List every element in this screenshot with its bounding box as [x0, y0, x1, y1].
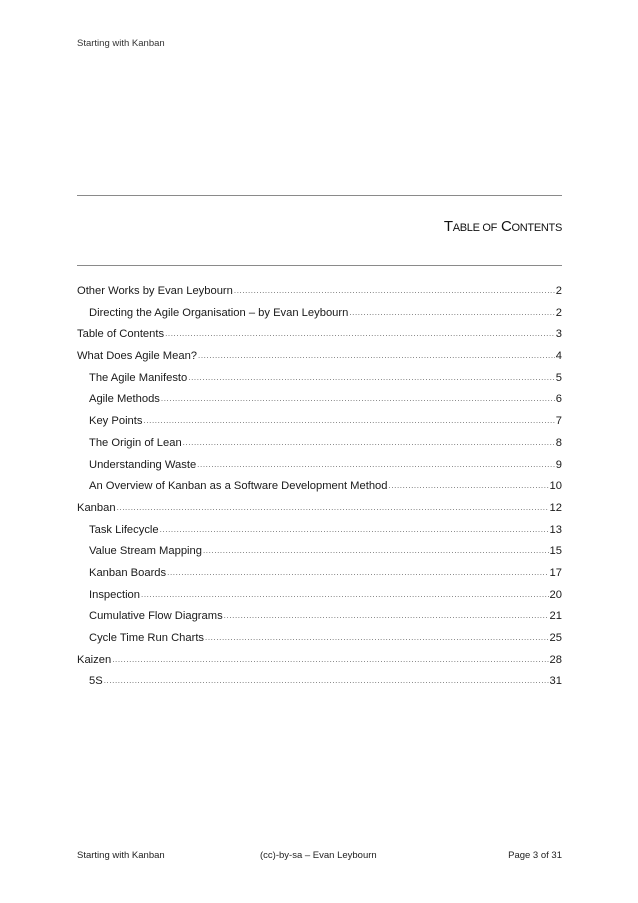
toc-dot-leader [161, 394, 555, 403]
toc-dot-leader [112, 655, 548, 664]
toc-entry-page-number[interactable]: 21 [549, 610, 562, 623]
toc-dot-leader [224, 611, 549, 620]
toc-dot-leader [165, 329, 555, 338]
toc-dot-leader [160, 525, 549, 534]
toc-entry-label[interactable]: Agile Methods [89, 393, 160, 406]
toc-entry[interactable] [77, 610, 562, 632]
toc-dot-leader [141, 590, 549, 599]
toc-entry-label[interactable]: Directing the Agile Organisation – by Evan Leybourn [89, 306, 349, 319]
toc-entry[interactable] [77, 350, 562, 372]
toc-entry-page-number[interactable]: 7 [555, 415, 562, 428]
toc-dot-leader [234, 286, 555, 295]
toc-entry[interactable] [77, 285, 562, 307]
toc-entry[interactable] [77, 372, 562, 394]
toc-entry[interactable] [77, 675, 562, 697]
toc-dot-leader [198, 351, 555, 360]
toc-entry-label[interactable]: Task Lifecycle [89, 523, 159, 536]
footer-page-number: Page 3 of 31 [508, 850, 562, 861]
toc-entry-page-number[interactable]: 17 [549, 566, 562, 579]
toc-entry-page-number[interactable]: 9 [555, 458, 562, 471]
toc-dot-leader [143, 416, 554, 425]
toc-entry[interactable] [77, 589, 562, 611]
toc-entry-page-number[interactable]: 3 [555, 328, 562, 341]
toc-dot-leader [197, 460, 555, 469]
toc-entry[interactable] [77, 328, 562, 350]
toc-entry-label[interactable]: Value Stream Mapping [89, 545, 202, 558]
toc-entry[interactable] [77, 524, 562, 546]
toc-entry-label[interactable]: Kanban [77, 501, 116, 514]
toc-entry-label[interactable]: What Does Agile Mean? [77, 350, 198, 363]
title-initial-cap: C [500, 218, 512, 235]
title-rule-bottom [77, 265, 562, 266]
toc-dot-leader [183, 438, 555, 447]
toc-entry-page-number[interactable]: 4 [555, 350, 562, 363]
toc-entry-label[interactable]: 5S [89, 675, 103, 688]
toc-entry[interactable] [77, 502, 562, 524]
footer-license: (cc)-by-sa – Evan Leybourn [260, 850, 377, 861]
toc-entry-page-number[interactable]: 15 [549, 545, 562, 558]
toc-dot-leader [104, 676, 549, 685]
toc-entry[interactable] [77, 545, 562, 567]
toc-entry-page-number[interactable]: 13 [549, 523, 562, 536]
toc-dot-leader [205, 633, 549, 642]
toc-entry-label[interactable]: Cycle Time Run Charts [89, 632, 205, 644]
toc-entry-label[interactable]: The Agile Manifesto [89, 371, 188, 384]
toc-entry-page-number[interactable]: 2 [555, 285, 562, 297]
toc-entry-page-number[interactable]: 12 [549, 501, 562, 514]
toc-dot-leader [167, 568, 548, 577]
toc-entry-label[interactable]: Cumulative Flow Diagrams [89, 610, 223, 623]
toc-dot-leader [389, 481, 549, 490]
toc-entry-page-number[interactable]: 5 [555, 371, 562, 384]
toc-entry-label[interactable]: Table of Contents [77, 328, 165, 341]
toc-entry[interactable] [77, 459, 562, 481]
toc-entry-page-number[interactable]: 8 [555, 436, 562, 449]
toc-entry-label[interactable]: Understanding Waste [89, 458, 197, 471]
toc-entry[interactable] [77, 654, 562, 676]
title-initial-cap: T [443, 218, 453, 235]
toc-entry-label[interactable]: Other Works by Evan Leybourn [77, 285, 233, 297]
toc-entry[interactable] [77, 393, 562, 415]
toc-entry[interactable] [77, 437, 562, 459]
toc-entry-page-number[interactable]: 28 [549, 653, 562, 666]
toc-entry-page-number[interactable]: 10 [549, 480, 562, 493]
toc-entry-label[interactable]: The Origin of Lean [89, 436, 182, 449]
toc-entry-label[interactable]: Kanban Boards [89, 566, 167, 579]
toc-entry[interactable] [77, 415, 562, 437]
toc-dot-leader [117, 503, 549, 512]
page-title [444, 218, 562, 235]
toc-entry-label[interactable]: Inspection [89, 588, 140, 601]
toc-entry[interactable] [77, 480, 562, 502]
toc-entry-label[interactable]: An Overview of Kanban as a Software Development Method [89, 480, 388, 493]
footer-title: Starting with Kanban [77, 850, 165, 861]
toc-entry-label[interactable]: Kaizen [77, 653, 112, 666]
toc-entry-label[interactable]: Key Points [89, 415, 143, 428]
toc-dot-leader [349, 308, 554, 317]
toc-entry-page-number[interactable]: 2 [555, 306, 562, 319]
toc-entry-page-number[interactable]: 31 [549, 675, 562, 688]
toc-entry-page-number[interactable]: 25 [549, 632, 562, 644]
toc-entry[interactable] [77, 567, 562, 589]
toc-entry[interactable] [77, 307, 562, 329]
toc-dot-leader [188, 373, 555, 382]
table-of-contents [77, 285, 562, 697]
toc-dot-leader [203, 546, 549, 555]
toc-entry-page-number[interactable]: 20 [549, 588, 562, 601]
title-smallcaps: ABLE OF [452, 222, 498, 234]
running-header: Starting with Kanban [77, 38, 165, 49]
title-rule-top [77, 195, 562, 196]
title-smallcaps: ONTENTS [511, 222, 562, 234]
toc-entry[interactable] [77, 632, 562, 654]
toc-entry-page-number[interactable]: 6 [555, 393, 562, 406]
